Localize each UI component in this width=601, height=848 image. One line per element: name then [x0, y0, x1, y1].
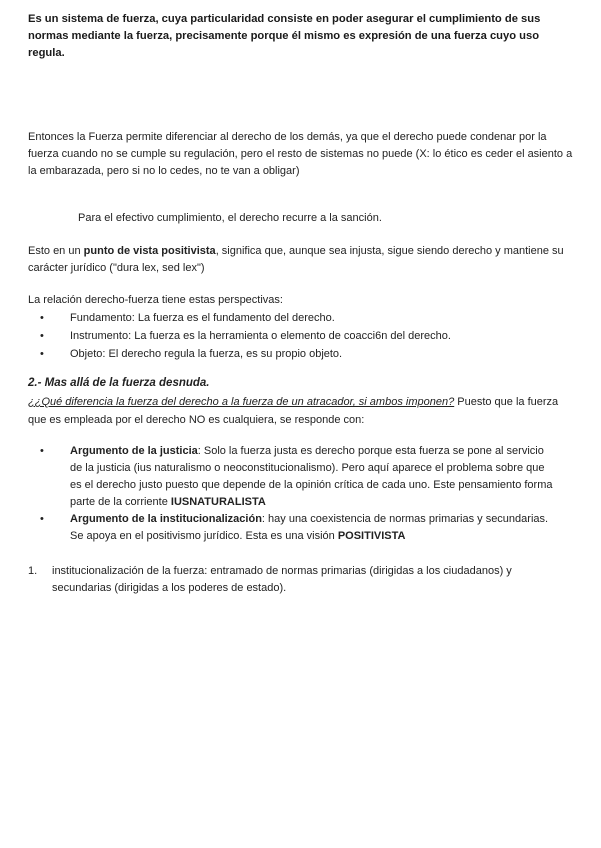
numbered-text: institucionalización de la fuerza: entramado de normas primarias (dirigidas a los ciudadanos) y secundarias (dirigidas a los poderes de estado). — [52, 565, 512, 594]
numbered-item — [28, 563, 573, 597]
list-item-text: Fundamento: La fuerza es el fundamento del derecho. — [70, 312, 335, 324]
fuerza-paragraph: Entonces la Fuerza permite diferenciar al derecho de los demás, ya que el derecho puede condenar por la fuerza cuando no se cumple su regulación, pero el resto de sistemas no puede (X: lo ético es ceder el asiento a la embarazada, pero si no lo cedes, no te van a obligar) — [28, 131, 573, 177]
bullet-icon: • — [40, 312, 44, 324]
section-heading: 2.- Mas allá de la fuerza desnuda. — [28, 377, 210, 389]
bullet-icon: • — [40, 513, 44, 525]
list-item-text: Instrumento: La fuerza es la herramienta o elemento de coacci6n del derecho. — [70, 330, 451, 342]
bullet-icon: • — [40, 330, 44, 342]
argument-title: Argumento de la institucionalización — [70, 513, 262, 525]
intro-paragraph: Es un sistema de fuerza, cuya particularidad consiste en poder asegurar el cumplimiento de sus normas mediante la fuerza, precisamente porque él mismo es expresión de una fuerza cuyo uso regula. — [28, 13, 541, 59]
list-item — [38, 309, 558, 327]
positivista-paragraph — [28, 243, 573, 277]
bullet-icon: • — [40, 348, 44, 360]
positivista-post: , significa que, aunque sea injusta, sigue siendo derecho y mantiene su carácter jurídico ("dura lex, sed lex") — [28, 245, 564, 274]
argument-text: : hay una coexistencia de normas primarias y secundarias. Se apoya en el positivismo jurídico. Esta es una visión — [70, 513, 549, 542]
argument-text: : Solo la fuerza justa es derecho porque esta fuerza se pone al servicio de la justicia (ius naturalismo o neoconstitucionalismo). Pero aquí aparece el problema sobre que es el derecho justo puesto que depende de la opinión crítica de cada uno. Este pensamiento forma parte de la corriente — [70, 445, 553, 508]
relacion-paragraph: La relación derecho-fuerza tiene estas perspectivas: — [28, 294, 283, 306]
list-item — [38, 327, 558, 345]
list-item — [38, 511, 558, 545]
bullet-icon: • — [40, 445, 44, 457]
sancion-paragraph: Para el efectivo cumplimiento, el derecho recurre a la sanción. — [78, 212, 382, 224]
argumentos-list — [38, 443, 558, 545]
positivista-bold: punto de vista positivista — [83, 245, 216, 257]
pregunta-question: ¿¿Qué diferencia la fuerza del derecho a la fuerza de un atracador, si ambos imponen? — [28, 396, 455, 408]
argument-conclusion: IUSNATURALISTA — [170, 496, 266, 508]
item-number: 1. — [28, 565, 38, 577]
list-item — [38, 443, 558, 511]
pregunta-paragraph — [28, 393, 573, 429]
argument-title: Argumento de la justicia — [70, 445, 198, 457]
argument-conclusion: POSITIVISTA — [337, 530, 406, 542]
list-item-text: Objeto: El derecho regula la fuerza, es su propio objeto. — [70, 348, 343, 360]
positivista-pre: Esto en un — [28, 245, 84, 257]
list-item — [38, 345, 558, 363]
perspectivas-list — [38, 309, 558, 363]
pregunta-rest: Puesto que la fuerza que es empleada por el derecho NO es cualquiera, se responde con: — [28, 396, 559, 426]
